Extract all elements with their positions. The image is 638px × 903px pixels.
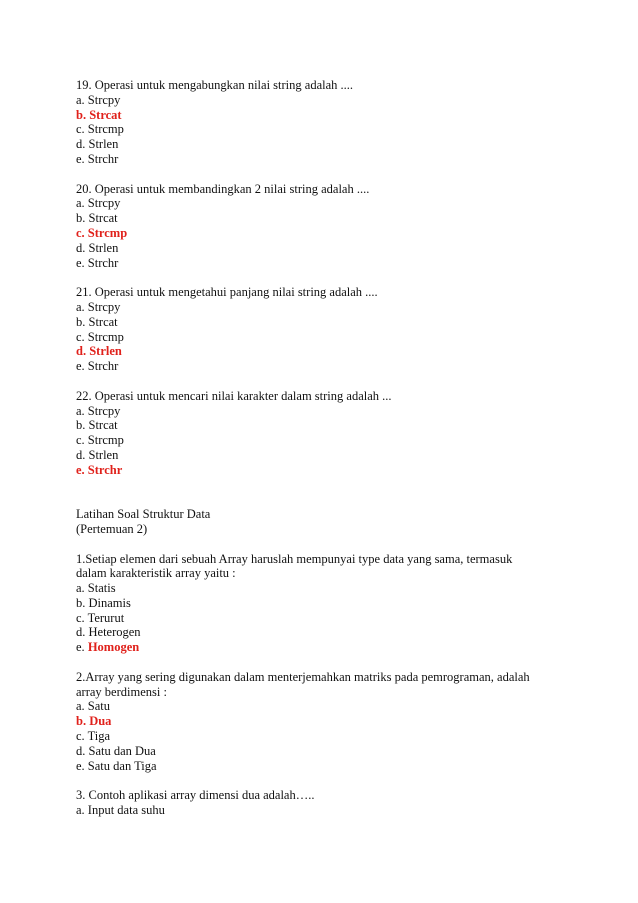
question-text-line1: 2.Array yang sering digunakan dalam menterjemahkan matriks pada pemrograman, adalah: [76, 669, 530, 684]
option-b-correct: b. Strcat: [76, 107, 122, 122]
option-e: e. Strchr: [76, 359, 119, 374]
question-text: 21. Operasi untuk mengetahui panjang nilai string adalah ....: [76, 285, 378, 300]
option-a: a. Satu: [76, 699, 111, 714]
option-b-correct: b. Dua: [76, 714, 112, 729]
option-c: c. Terurut: [76, 610, 125, 625]
question-text-line1: 1.Setiap elemen dari sebuah Array haruslah mempunyai type data yang sama, termasuk: [76, 551, 513, 566]
option-a: a. Strcpy: [76, 92, 121, 107]
option-e-correct-answer: Homogen: [87, 640, 140, 655]
question-20: [76, 182, 576, 271]
question-text-line2: array berdimensi :: [76, 684, 167, 699]
option-e: e. Satu dan Tiga: [76, 758, 157, 773]
question-21: [76, 285, 576, 374]
option-c: c. Strcmp: [76, 433, 124, 448]
option-e-correct: e. Strchr: [76, 462, 123, 477]
option-d: d. Strlen: [76, 447, 119, 462]
option-d-correct: d. Strlen: [76, 344, 122, 359]
option-e: e. Strchr: [76, 151, 119, 166]
option-a: a. Statis: [76, 581, 116, 596]
option-a: a. Strcpy: [76, 403, 121, 418]
section-heading: [76, 507, 576, 537]
section2-question-2: [76, 670, 576, 774]
option-d: d. Strlen: [76, 137, 119, 152]
option-e: e. Strchr: [76, 255, 119, 270]
option-b: b. Strcat: [76, 314, 118, 329]
option-d: d. Satu dan Dua: [76, 743, 156, 758]
question-text-line2: dalam karakteristik array yaitu :: [76, 566, 236, 581]
question-text: 22. Operasi untuk mencari nilai karakter dalam string adalah ...: [76, 388, 392, 403]
question-22: [76, 389, 576, 478]
option-d: d. Strlen: [76, 240, 119, 255]
option-d: d. Heterogen: [76, 625, 141, 640]
option-c: c. Tiga: [76, 729, 111, 744]
section2-question-3: [76, 788, 576, 818]
option-b: b. Dinamis: [76, 595, 131, 610]
option-c-correct: c. Strcmp: [76, 225, 128, 240]
option-b: b. Strcat: [76, 418, 118, 433]
section-title: Latihan Soal Struktur Data: [76, 507, 211, 522]
option-a: a. Input data suhu: [76, 803, 165, 818]
question-text: 3. Contoh aplikasi array dimensi dua adalah…..: [76, 788, 315, 803]
question-text: 19. Operasi untuk mengabungkan nilai string adalah ....: [76, 78, 354, 92]
option-a: a. Strcpy: [76, 299, 121, 314]
question-19: [76, 78, 576, 167]
option-e: [76, 640, 576, 655]
option-c: c. Strcmp: [76, 122, 124, 137]
option-b: b. Strcat: [76, 211, 118, 226]
option-a: a. Strcpy: [76, 196, 121, 211]
document-page: [76, 78, 576, 818]
section-subtitle: (Pertemuan 2): [76, 521, 148, 536]
option-e-prefix: e.: [76, 640, 88, 655]
option-c: c. Strcmp: [76, 329, 124, 344]
question-text: 20. Operasi untuk membandingkan 2 nilai string adalah ....: [76, 181, 370, 196]
section2-question-1: [76, 552, 576, 656]
